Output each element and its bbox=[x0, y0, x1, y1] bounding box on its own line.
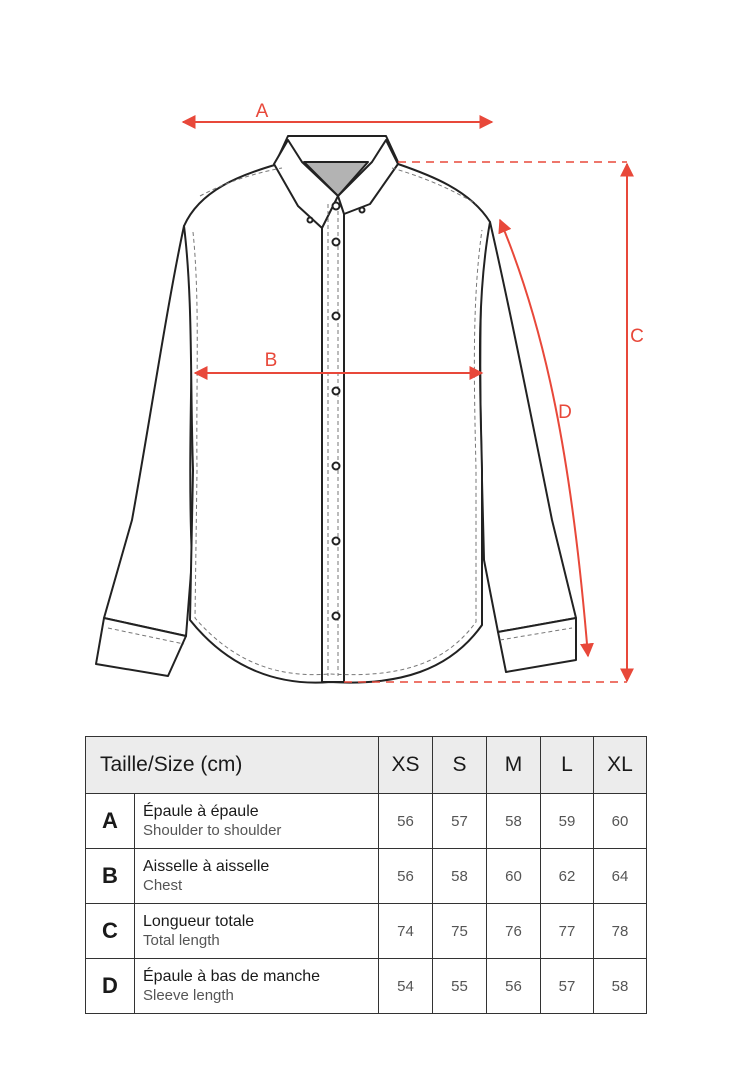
value-cell: 60 bbox=[487, 849, 541, 904]
value-cell: 54 bbox=[379, 959, 433, 1014]
value-cell: 55 bbox=[433, 959, 487, 1014]
measure-c-label: C bbox=[630, 326, 644, 347]
value-cell: 74 bbox=[379, 904, 433, 959]
shirt-button bbox=[333, 313, 340, 320]
row-label-en: Total length bbox=[143, 932, 220, 949]
value-cell: 62 bbox=[541, 849, 594, 904]
value-cell: 59 bbox=[541, 794, 594, 849]
table-row bbox=[86, 904, 647, 959]
row-letter: A bbox=[86, 794, 135, 849]
row-label-fr: Épaule à épaule bbox=[143, 803, 259, 820]
value-cell: 57 bbox=[541, 959, 594, 1014]
row-letter: B bbox=[86, 849, 135, 904]
value-cell: 56 bbox=[379, 849, 433, 904]
size-header-xl: XL bbox=[594, 737, 647, 794]
measure-b-label: B bbox=[264, 350, 278, 371]
shirt-button bbox=[333, 613, 340, 620]
value-cell: 57 bbox=[433, 794, 487, 849]
size-header-xs: XS bbox=[379, 737, 433, 794]
measure-a-label: A bbox=[255, 101, 269, 122]
table-row bbox=[86, 849, 647, 904]
size-header-s: S bbox=[433, 737, 487, 794]
row-description bbox=[135, 904, 379, 959]
shirt-button bbox=[333, 463, 340, 470]
row-description bbox=[135, 959, 379, 1014]
value-cell: 58 bbox=[594, 959, 647, 1014]
value-cell: 56 bbox=[379, 794, 433, 849]
row-letter: C bbox=[86, 904, 135, 959]
table-row bbox=[86, 959, 647, 1014]
measure-d-label: D bbox=[558, 402, 572, 423]
value-cell: 76 bbox=[487, 904, 541, 959]
table-title: Taille/Size (cm) bbox=[86, 737, 379, 794]
value-cell: 78 bbox=[594, 904, 647, 959]
row-label-fr: Longueur totale bbox=[143, 913, 255, 930]
left-sleeve bbox=[104, 226, 193, 636]
value-cell: 58 bbox=[433, 849, 487, 904]
row-label-en: Chest bbox=[143, 877, 183, 894]
row-label-fr: Épaule à bas de manche bbox=[143, 968, 321, 985]
shirt-button bbox=[333, 388, 340, 395]
table-header-row bbox=[86, 737, 647, 794]
collar-point-button bbox=[360, 208, 365, 213]
table-row bbox=[86, 794, 647, 849]
value-cell: 56 bbox=[487, 959, 541, 1014]
collar-button bbox=[333, 203, 340, 210]
collar-point-button bbox=[308, 218, 313, 223]
value-cell: 75 bbox=[433, 904, 487, 959]
size-header-l: L bbox=[541, 737, 594, 794]
row-label-en: Shoulder to shoulder bbox=[143, 822, 282, 839]
value-cell: 58 bbox=[487, 794, 541, 849]
row-description bbox=[135, 849, 379, 904]
value-cell: 77 bbox=[541, 904, 594, 959]
size-header-m: M bbox=[487, 737, 541, 794]
shirt-button bbox=[333, 239, 340, 246]
value-cell: 60 bbox=[594, 794, 647, 849]
row-letter: D bbox=[86, 959, 135, 1014]
row-label-en: Sleeve length bbox=[143, 987, 234, 1004]
value-cell: 64 bbox=[594, 849, 647, 904]
shirt-outline bbox=[96, 136, 576, 683]
size-chart-table bbox=[85, 736, 647, 1014]
row-description bbox=[135, 794, 379, 849]
row-label-fr: Aisselle à aisselle bbox=[143, 858, 270, 875]
right-sleeve bbox=[480, 222, 576, 632]
shirt-button bbox=[333, 538, 340, 545]
